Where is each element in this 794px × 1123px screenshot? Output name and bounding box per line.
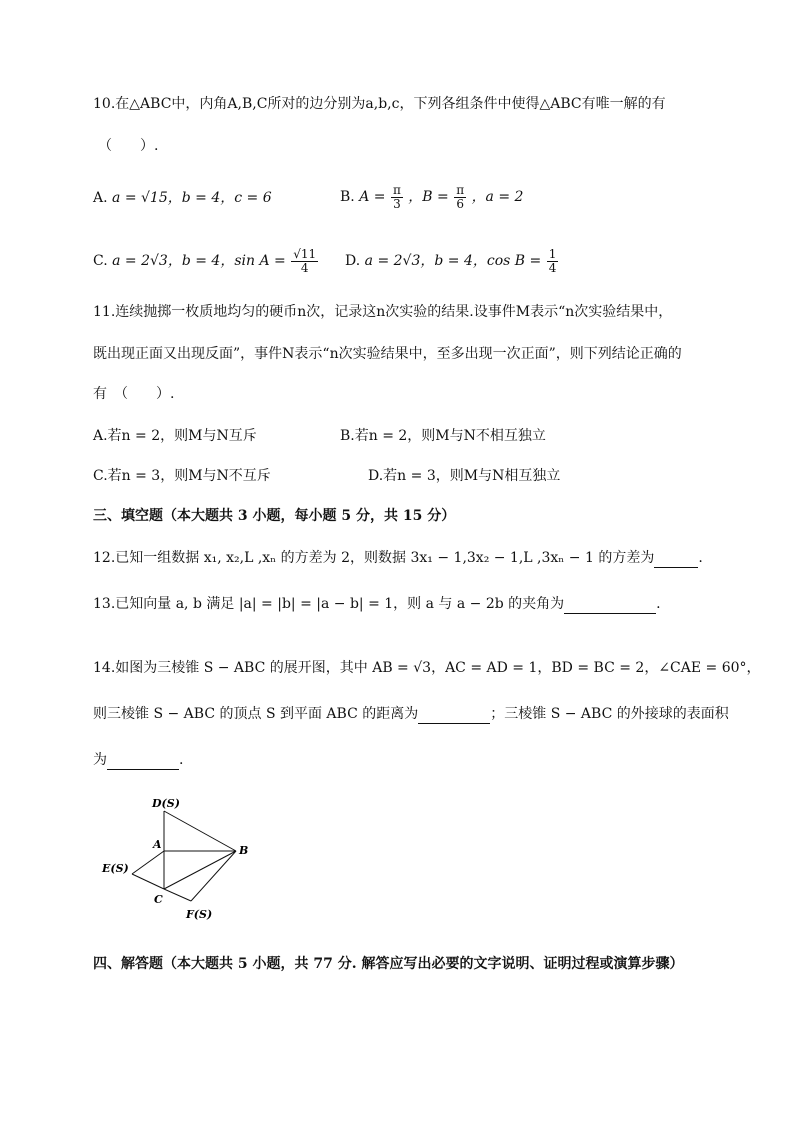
edge-cf [164, 889, 191, 901]
edge-fb [191, 851, 236, 901]
edge-ae [132, 851, 164, 874]
pyramid-net-figure [96, 788, 276, 928]
fraction: $\frac{√11}{4}$ [293, 246, 317, 275]
label-d: D(S) [152, 797, 180, 810]
edge-ec [132, 874, 164, 889]
q11-option-d: D.若n = 3，则M与N相互独立 [368, 468, 561, 484]
answer-blank [654, 553, 698, 568]
label-f: F(S) [186, 908, 213, 921]
answer-blank [418, 709, 490, 724]
section-4-heading: 四、解答题（本大题共 5 小题，共 77 分. 解答应写出必要的文字说明、证明过程或演算步骤） [93, 956, 684, 972]
q10-option-d: D. a = 2√3，b = 4，cos B = $\frac{1}{4}$ [345, 246, 557, 275]
fraction: $\frac{\pi}{6}$ [456, 182, 465, 211]
q11-line-1: 11.连续抛掷一枚质地均匀的硬币n次，记录这n次实验的结果.设事件M表示“n次实验结果中， [93, 304, 673, 320]
label-a: A [153, 838, 162, 851]
edge-db [164, 811, 236, 851]
answer-blank [564, 599, 656, 614]
q10-paren: （ ）. [98, 138, 159, 154]
section-3-heading: 三、填空题（本大题共 3 小题，每小题 5 分，共 15 分） [93, 508, 456, 524]
q10-option-a: A. a = √15，b = 4，c = 6 [93, 190, 272, 206]
q11-option-b: B.若n = 2，则M与N不相互独立 [340, 428, 546, 444]
q14-line-2: 则三棱锥 S − ABC 的顶点 S 到平面 ABC 的距离为 ；三棱锥 S − ABC 的外接球的表面积 [93, 706, 729, 722]
q11-line-2: 既出现正面又出现反面”，事件N表示“n次实验结果中，至多出现一次正面”，则下列结论正确的 [93, 346, 682, 362]
answer-blank [107, 755, 179, 770]
q11-line-3: 有 （ ）. [93, 386, 175, 402]
label-b: B [239, 844, 249, 857]
q13: 13.已知向量 a, b 满足 |a| = |b| = |a − b| = 1，则 a 与 a − 2b 的夹角为 . [93, 596, 661, 612]
q10-stem: 10.在△ABC中，内角A,B,C所对的边分别为a,b,c，下列各组条件中使得△ABC有唯一解的有 [93, 96, 666, 112]
q10-option-b: B. A = $\frac{\pi}{3}$ ，B = $\frac{\pi}{6}$ ，a = 2 [340, 182, 524, 211]
fraction: $\frac{\pi}{3}$ [392, 182, 401, 211]
q10-option-c: C. a = 2√3，b = 4，sin A = $\frac{√11}{4}$ [93, 246, 317, 275]
label-e: E(S) [102, 862, 129, 875]
q11-option-c: C.若n = 3，则M与N不互斥 [93, 468, 271, 484]
q14-line-1: 14.如图为三棱锥 S − ABC 的展开图，其中 AB = √3，AC = AD = 1，BD = BC = 2，∠CAE = 60°， [93, 660, 761, 676]
q11-option-a: A.若n = 2，则M与N互斥 [93, 428, 257, 444]
label-c: C [154, 893, 163, 906]
q14-line-3: 为 . [93, 752, 184, 768]
edge-cb [164, 851, 236, 889]
fraction: $\frac{1}{4}$ [548, 246, 557, 275]
q12: 12.已知一组数据 x₁, x₂,L ,xₙ 的方差为 2，则数据 3x₁ − 1,3x₂ − 1,L ,3xₙ − 1 的方差为 . [93, 550, 703, 566]
